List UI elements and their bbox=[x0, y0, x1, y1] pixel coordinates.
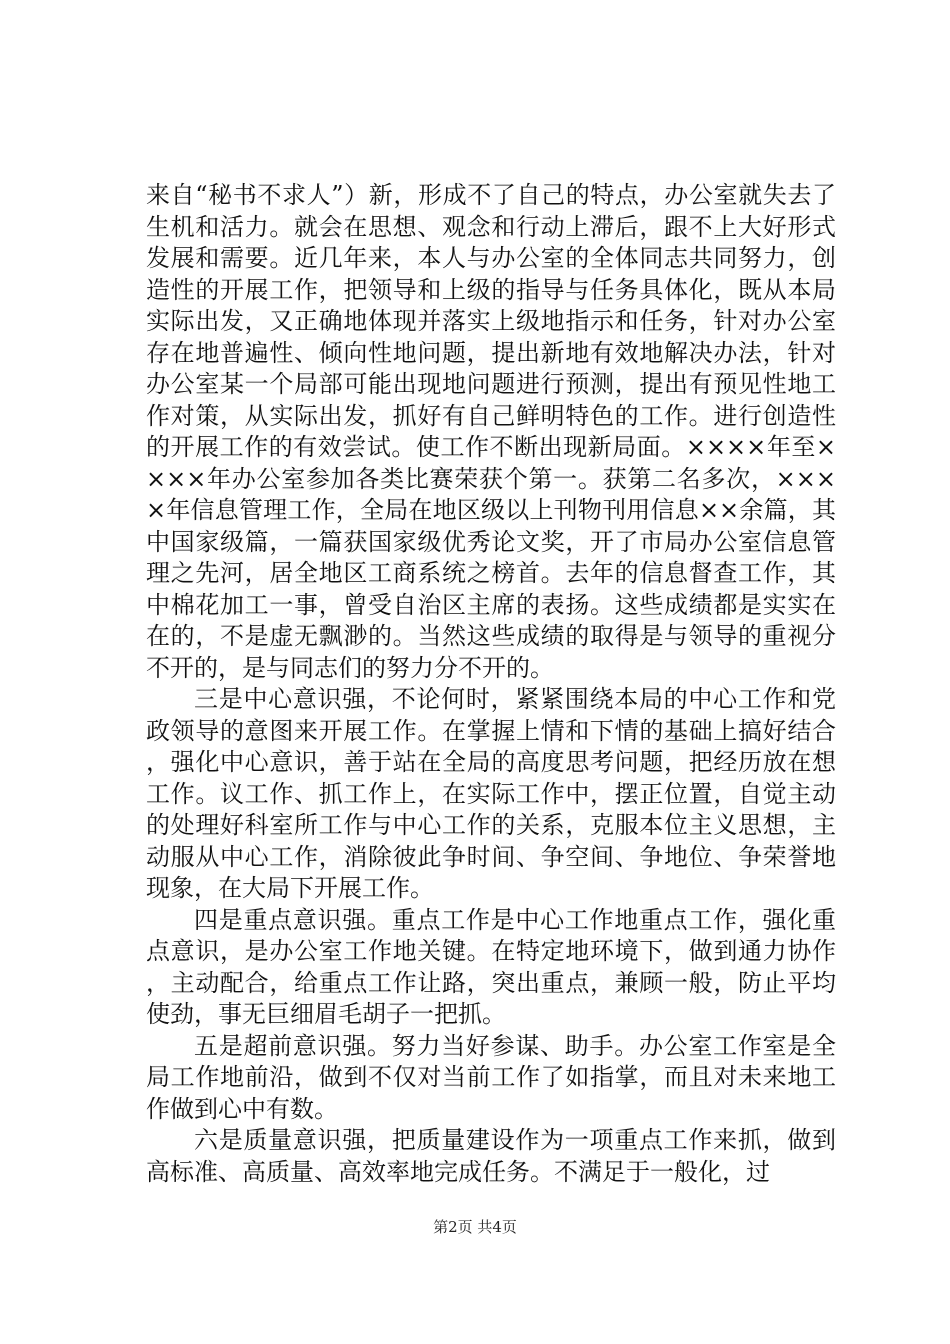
paragraph-point-six: 六是质量意识强，把质量建设作为一项重点工作来抓，做到高标准、高质量、高效率地完成任务。不满足于一般化，过 bbox=[146, 1126, 836, 1186]
document-body bbox=[146, 180, 836, 1188]
paragraph-point-three: 三是中心意识强，不论何时，紧紧围绕本局的中心工作和党政领导的意图来开展工作。在掌握上情和下情的基础上搞好结合，强化中心意识，善于站在全局的高度思考问题，把经历放在想工作。议工作、抓工作上，在实际工作中，摆正位置，自觉主动的处理好科室所工作与中心工作的关系，克服本位主义思想，主动服从中心工作，消除彼此争时间、争空间、争地位、争荣誉地现象，在大局下开展工作。 bbox=[146, 685, 836, 902]
paragraph-point-five: 五是超前意识强。努力当好参谋、助手。办公室工作室是全局工作地前沿，做到不仅对当前工作了如指掌，而且对未来地工作做到心中有数。 bbox=[146, 1031, 836, 1123]
page-footer: 第2页 共4页 bbox=[433, 1218, 517, 1236]
paragraph-point-four: 四是重点意识强。重点工作是中心工作地重点工作，强化重点意识，是办公室工作地关键。在特定地环境下，做到通力协作，主动配合，给重点工作让路，突出重点，兼顾一般，防止平均使劲，事无巨细眉毛胡子一把抓。 bbox=[146, 905, 836, 1028]
paragraph-continuation: 来自“秘书不求人”）新，形成不了自己的特点，办公室就失去了生机和活力。就会在思想、观念和行动上滞后，跟不上大好形式发展和需要。近几年来，本人与办公室的全体同志共同努力，创造性的开展工作，把领导和上级的指导与任务具体化，既从本局实际出发，又正确地体现并落实上级地指示和任务，针对办公室存在地普遍性、倾向性地问题，提出新地有效地解决办法，针对办公室某一个局部可能出现地问题进行预测，提出有预见性地工作对策，从实际出发，抓好有自己鲜明特色的工作。进行创造性的开展工作的有效尝试。使工作不断出现新局面。××××年至××××年办公室参加各类比赛荣获个第一。获第二名多次，××××年信息管理工作，全局在地区级以上刊物刊用信息××余篇，其中国家级篇，一篇获国家级优秀论文奖，开了市局办公室信息管理之先河，居全地区工商系统之榜首。去年的信息督查工作，其中棉花加工一事，曾受自治区主席的表扬。这些成绩都是实实在在的，不是虚无飘渺的。当然这些成绩的取得是与领导的重视分不开的，是与同志们的努力分不开的。 bbox=[146, 181, 836, 682]
